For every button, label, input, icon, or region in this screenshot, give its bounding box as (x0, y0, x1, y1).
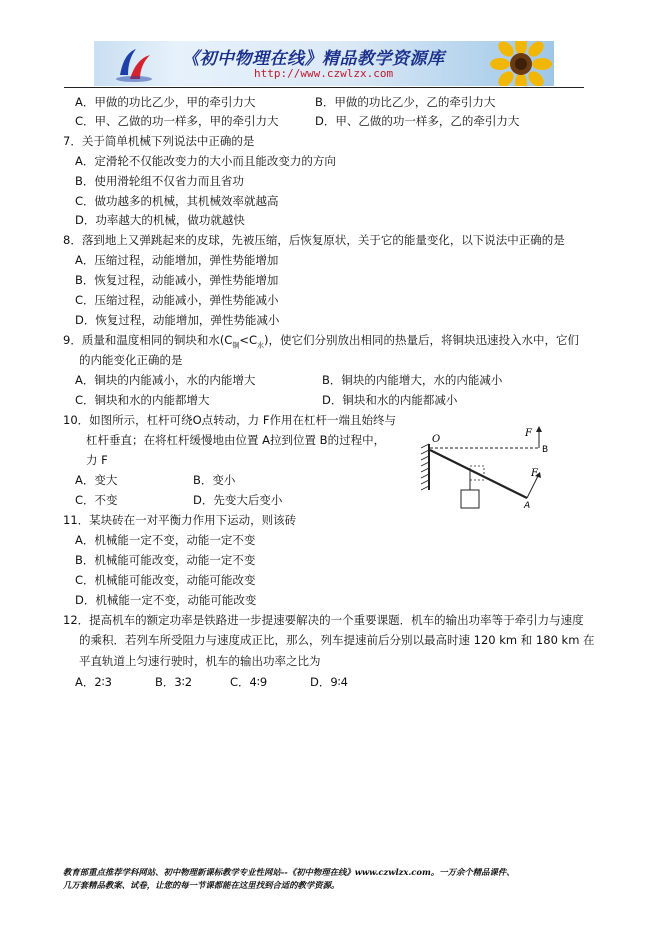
sunflower-icon (486, 41, 554, 86)
q10-option-c: C．不变 (75, 493, 118, 507)
q12-option-d: D．9∶4 (310, 675, 348, 689)
header-title: 《初中物理在线》精品教学资源库 (182, 49, 445, 69)
q8-option-b: B．恢复过程，动能减小，弹性势能增加 (75, 273, 279, 287)
label-b: B (542, 445, 549, 455)
q11-option-b: B．机械能可能改变，动能一定不变 (75, 553, 256, 567)
label-o: O (432, 434, 441, 445)
q10-option-d: D．先变大后变小 (193, 493, 283, 507)
q7-option-c: C．做功越多的机械，其机械效率就越高 (75, 194, 279, 208)
q8-stem: 8．落到地上又弹跳起来的皮球，先被压缩，后恢复原状，关于它的能量变化，以下说法中正确的是 (63, 233, 565, 247)
header-banner (94, 41, 554, 86)
q9-stem: 9．质量和温度相同的铜块和水$(C_铜<C_水)$，使它们分别放出相同的热量后，将铜块迅速投入水中，它们 (63, 333, 579, 350)
q11-option-d: D．机械能一定不变，动能可能改变 (75, 593, 257, 607)
label-f-b: F (525, 428, 532, 439)
q10-stem-cont: 杠杆垂直；在将杠杆缓慢地由位置 A拉到位置 B的过程中， (86, 433, 386, 447)
q8-option-d: D．恢复过程，动能增加，弹性势能减小 (75, 313, 280, 327)
q12-option-b: B．3∶2 (155, 675, 193, 689)
label-f-a: F (531, 468, 538, 479)
q11-option-a: A．机械能一定不变，动能一定不变 (75, 533, 256, 547)
arrow-head-b (536, 426, 542, 432)
q10-stem: 10．如图所示，杠杆可绕O点转动，力 F作用在杠杆一端且始终与 (63, 413, 396, 427)
q7-option-d: D．功率越大的机械，做功就越快 (75, 213, 245, 227)
lever-diagram (415, 418, 555, 513)
footer-line-2: 几万套精品教案、试卷，让您的每一节课都能在这里找到合适的教学资源。 (63, 880, 340, 890)
header-url[interactable]: http://www.czwlzx.com (254, 67, 394, 80)
q11-stem: 11．某块砖在一对平衡力作用下运动，则该砖 (63, 513, 297, 527)
q6-option-b: B．甲做的功比乙少，乙的牵引力大 (315, 95, 496, 109)
q6-option-d: D．甲、乙做的功一样多，乙的牵引力大 (315, 114, 520, 128)
q6-option-c: C．甲、乙做的功一样多，甲的牵引力大 (75, 114, 279, 128)
q12-option-c: C．4∶9 (230, 675, 268, 689)
q10-option-b: B．变小 (193, 473, 236, 487)
q7-stem: 7．关于简单机械下列说法中正确的是 (63, 134, 255, 148)
q6-option-a: A．甲做的功比乙少，甲的牵引力大 (75, 95, 256, 109)
q9-option-d: D．铜块和水的内能都减小 (322, 393, 458, 407)
q9-option-a: A．铜块的内能减小，水的内能增大 (75, 373, 256, 387)
q11-option-c: C．机械能可能改变，动能可能改变 (75, 573, 256, 587)
q8-option-a: A．压缩过程，动能增加，弹性势能增加 (75, 253, 279, 267)
q12-stem-cont: 的乘积．若列车所受阻力与速度成正比，那么，列车提速前后分别以最高时速 120 km 和 180 km 在 (79, 633, 595, 647)
q7-option-a: A．定滑轮不仅能改变力的大小而且能改变力的方向 (75, 154, 336, 168)
q12-stem-end: 平直轨道上匀速行驶时，机车的输出功率之比为 (79, 654, 321, 668)
wall-hatching (421, 444, 429, 490)
q10-option-a: A．变大 (75, 473, 118, 487)
weight-block (461, 490, 479, 508)
header-rule (64, 87, 584, 88)
q12-option-a: A．2∶3 (75, 675, 112, 689)
q9-stem-cont: 的内能变化正确的是 (79, 353, 183, 367)
footer-line-1: 教育部重点推荐学科网站、初中物理新课标教学专业性网站--《初中物理在线》www.czwlzx.com。一万余个精品课件、 (63, 867, 515, 877)
q8-option-c: C．压缩过程，动能减小，弹性势能减小 (75, 293, 279, 307)
q10-stem-end: 力 F (86, 453, 108, 467)
q12-stem: 12．提高机车的额定功率是铁路进一步提速要解决的一个重要课题．机车的输出功率等于牵引力与速度 (63, 613, 584, 627)
q9-option-c: C．铜块和水的内能都增大 (75, 393, 210, 407)
label-a: A (524, 501, 531, 511)
q7-option-b: B．使用滑轮组不仅省力而且省功 (75, 174, 244, 188)
q9-option-b: B．铜块的内能增大，水的内能减小 (322, 373, 503, 387)
site-logo-icon (114, 45, 154, 83)
